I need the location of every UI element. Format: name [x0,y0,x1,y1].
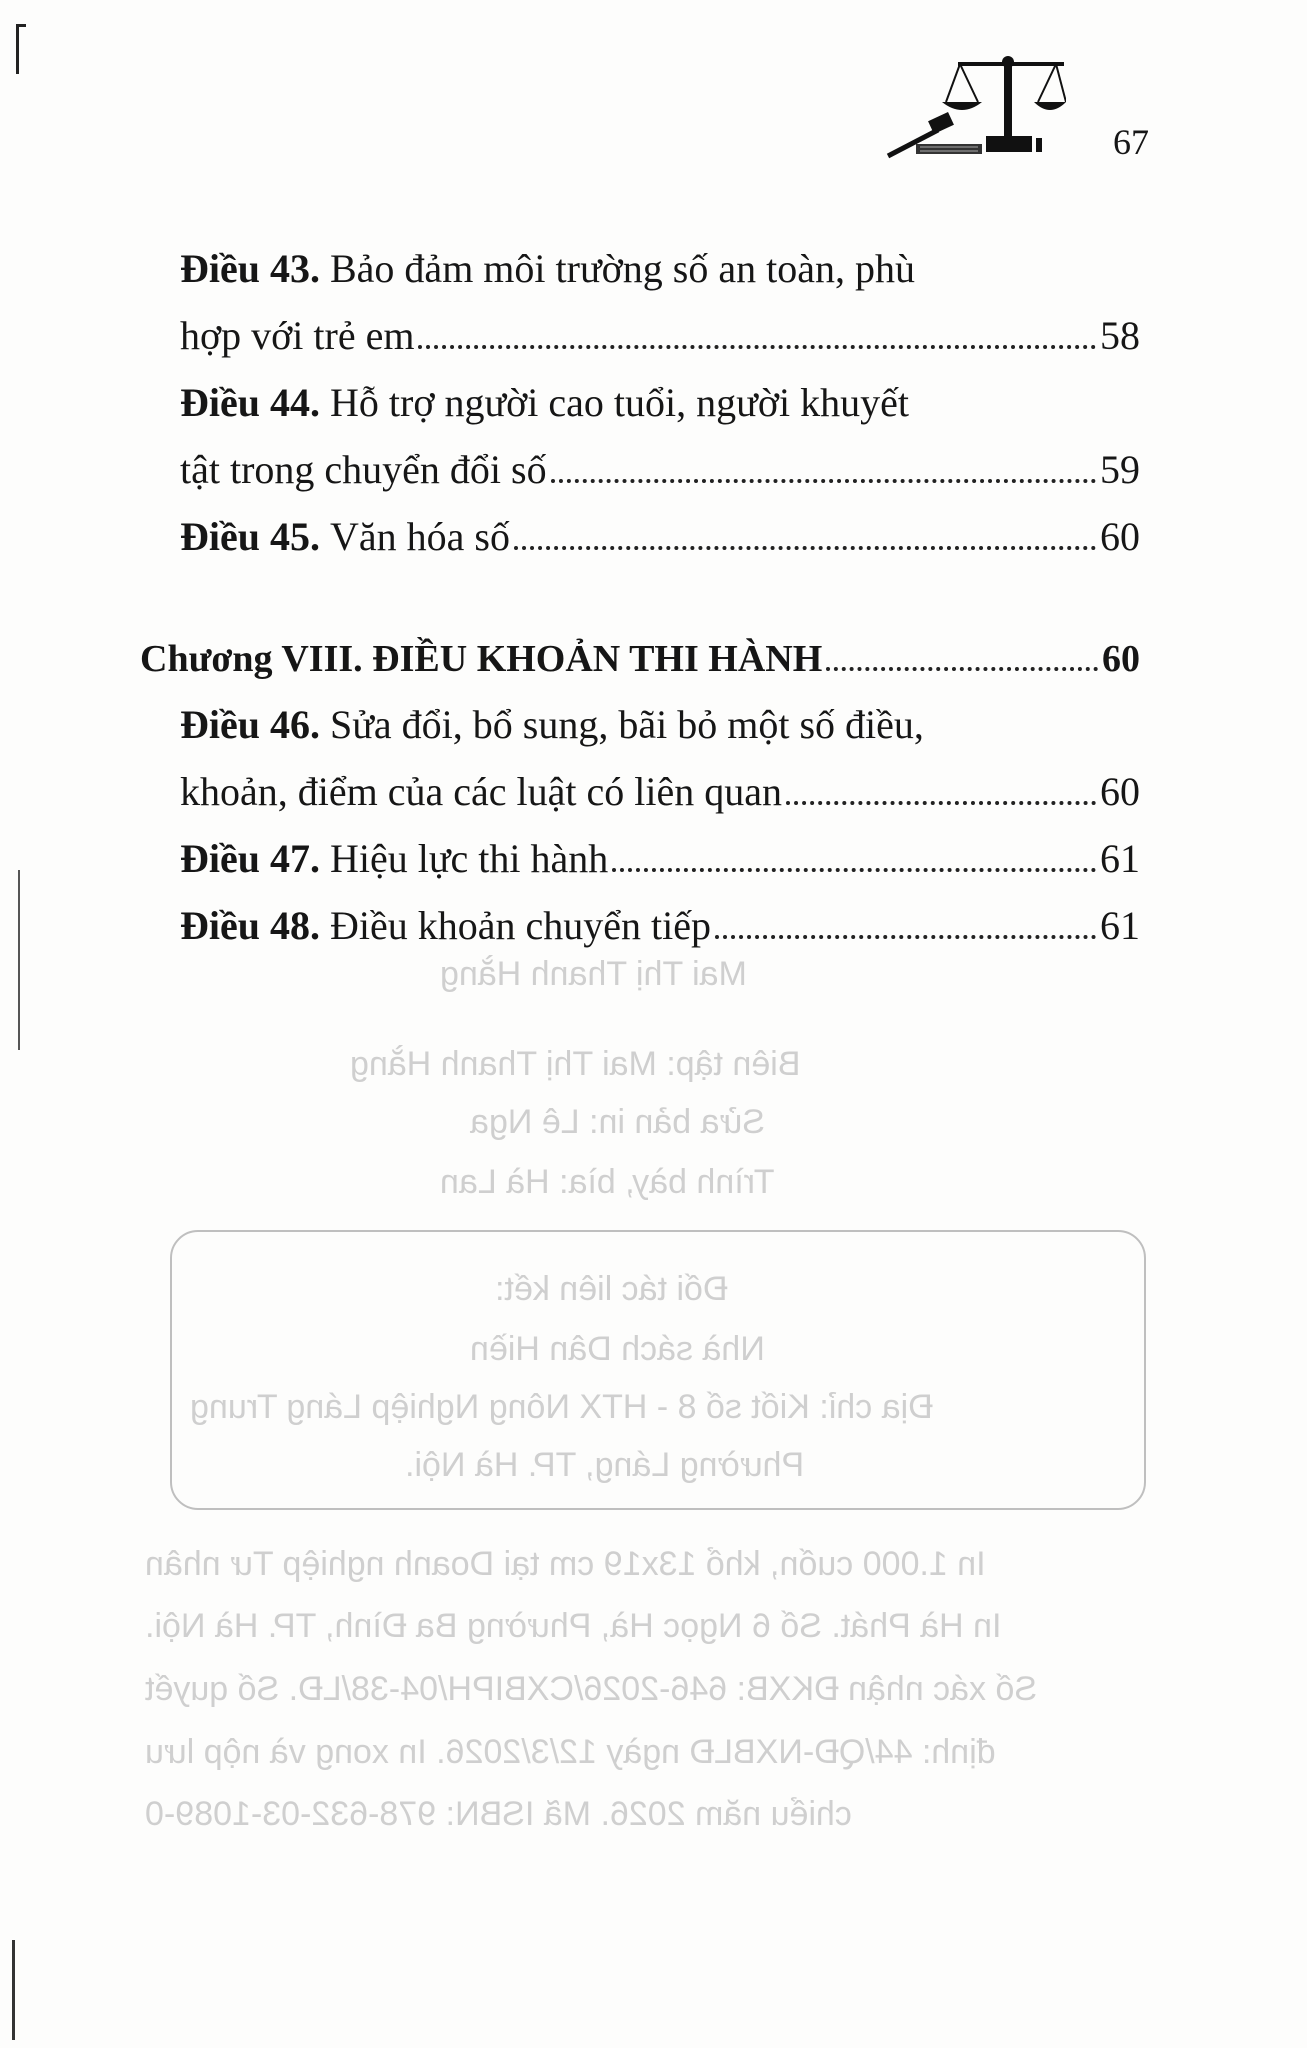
dot-leader [551,479,1096,483]
dot-leader [715,935,1096,939]
toc-page-number: 58 [1100,313,1140,358]
bleed-through-line: In Hà Phát. Số 6 Ngọc Hà, Phường Ba Đình, TP. Hà Nội. [145,1607,1002,1645]
toc-entry-label: Điều 43. [180,246,320,291]
toc-page-number: 61 [1100,836,1140,881]
toc-entry-label: Điều 44. [180,380,320,425]
toc-entry-title: Bảo đảm môi trường số an toàn, phù [330,246,915,291]
toc-page-number: 61 [1100,903,1140,948]
toc-page-number: 59 [1100,447,1140,492]
dot-leader [514,546,1096,550]
toc-entry-title: Hiệu lực thi hành [330,836,609,881]
toc-entry-line [180,504,1140,570]
toc-entry-line [180,370,1160,436]
toc-entry-line [180,759,1140,825]
bleed-through-line: In 1.000 cuốn, khổ 13x19 cm tại Doanh nghiệp Tư nhân [145,1545,986,1583]
toc-page-number: 60 [1100,514,1140,559]
dot-leader [418,345,1096,349]
toc-entry-line [180,437,1140,503]
toc-entry-line [180,826,1140,892]
bleed-through-line: Sửa bản in: Lê Nga [470,1103,765,1141]
toc-entry-title-continued: khoản, điểm của các luật có liên quan [180,769,782,814]
toc-page-number: 60 [1102,638,1140,680]
toc-entry-line [180,236,1160,302]
scales-of-justice-gavel-icon [886,52,1066,164]
toc-entry-line [180,303,1140,369]
toc-entry-label: Điều 46. [180,702,320,747]
page-number: 67 [1113,122,1149,162]
toc-entry-title: Điều khoản chuyển tiếp [330,903,711,948]
toc-entry-label: Điều 48. [180,903,320,948]
toc-entry-title: Hỗ trợ người cao tuổi, người khuyết [330,380,909,425]
toc-entry-title: Văn hóa số [330,514,510,559]
bleed-through-line: Biên tập: Mai Thị Thanh Hằng [350,1045,801,1083]
bleed-through-line: Trình bày, bìa: Hà Lan [440,1163,775,1201]
bleed-through-line: Số xác nhận ĐKXB: 646-2026/CXBIPH/04-38/LĐ. Số quyết [145,1670,1038,1708]
bleed-through-line: Đối tác liên kết: [495,1270,728,1308]
toc-chapter-title: Chương VIII. ĐIỀU KHOẢN THI HÀNH [140,638,823,680]
toc-chapter-line [140,626,1140,692]
toc-page-number: 60 [1100,769,1140,814]
toc-entry-title-continued: tật trong chuyển đổi số [180,447,547,492]
bleed-through-line: Phường Láng, TP. Hà Nội. [405,1446,805,1484]
dot-leader [612,868,1096,872]
toc-entry-title-continued: hợp với trẻ em [180,313,415,358]
toc-entry-line [180,893,1140,959]
bleed-through-line: chiểu năm 2026. Mã ISBN: 978-632-03-1089-0 [145,1795,852,1833]
bleed-through-line: Mai Thị Thanh Hằng [440,955,747,993]
toc-entry-label: Điều 47. [180,836,320,881]
toc-entry-title: Sửa đổi, bổ sung, bãi bỏ một số điều, [330,702,924,747]
bleed-through-line: Địa chỉ: Kiốt số 8 - HTX Nông Nghiệp Láng Trung [190,1388,933,1426]
bleed-through-line: Nhà sách Dân Hiền [470,1330,765,1368]
toc-entry-label: Điều 45. [180,514,320,559]
dot-leader [786,801,1096,805]
bleed-through-line: định: 44/QĐ-NXBLĐ ngày 12/3/2026. In xong và nộp lưu [145,1733,996,1771]
toc-entry-line [180,692,1160,758]
dot-leader [826,667,1098,671]
